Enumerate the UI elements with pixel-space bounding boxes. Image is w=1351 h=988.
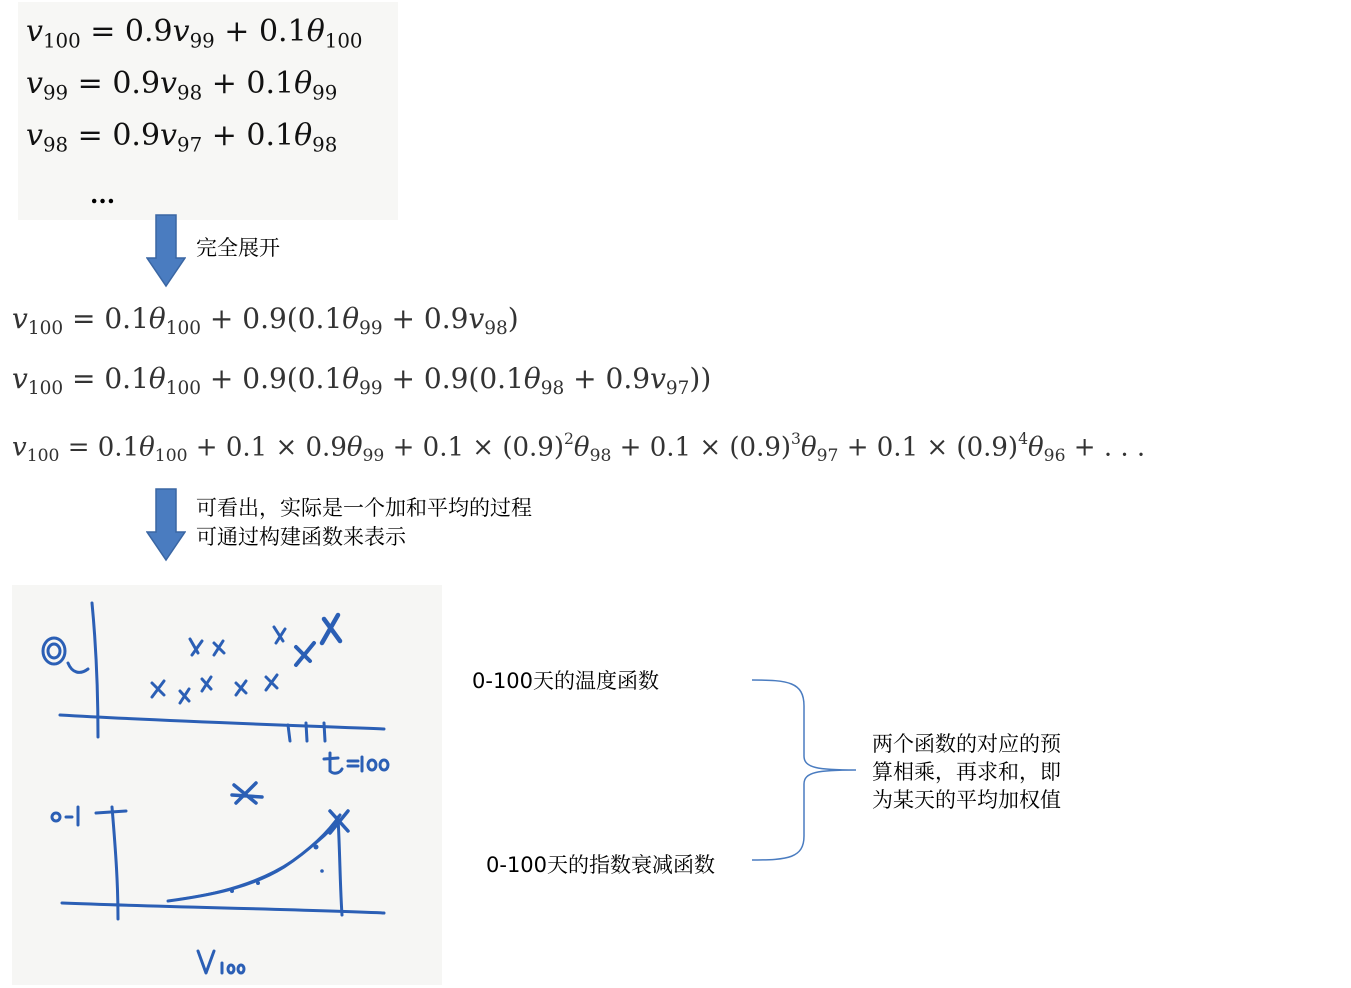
expansion-line-2: $v_{100} = 0.1\theta_{100} + 0.9(0.1\theta_{99} + 0.9(0.1\theta_{98} + 0.9v_{97}))$ (12, 362, 712, 399)
equation-v99: $v_{99} = 0.9v_{98} + 0.1\theta_{99}$ (26, 66, 338, 105)
equation-v100: $v_{100} = 0.9v_{99} + 0.1\theta_{100}$ (26, 14, 363, 53)
bottom-x-axis (62, 903, 384, 913)
bottom-y-axis (112, 807, 118, 919)
temperature-function-label: 0-100天的温度函数 (472, 669, 660, 693)
explanation-line-3: 为某天的平均加权值 (872, 788, 1061, 812)
explanation-line-2: 算相乘，再求和，即 (872, 760, 1061, 784)
decay-function-label: 0-100天的指数衰减函数 (486, 853, 716, 877)
expansion-line-1: $v_{100} = 0.1\theta_{100} + 0.9(0.1\theta_{99} + 0.9v_{98})$ (12, 302, 519, 339)
equation-ellipsis: ... (90, 180, 116, 209)
expand-label: 完全展开 (196, 236, 280, 260)
top-equations-panel (18, 2, 398, 220)
top-x-axis (60, 715, 384, 729)
explanation-line-1: 两个函数的对应的预 (872, 732, 1061, 756)
sketch-drawing (12, 585, 442, 985)
summary-label-line-2: 可通过构建函数来表示 (196, 525, 406, 549)
right-brace-icon (748, 676, 868, 866)
hand-sketch-panel (12, 585, 442, 985)
equation-v98: $v_{98} = 0.9v_{97} + 0.1\theta_{98}$ (26, 118, 338, 157)
expansion-line-3: $v_{100} = 0.1\theta_{100} + 0.1 \times 0.9\theta_{99} + 0.1 \times (0.9)^2\theta_{98} + 0.1 \times (0.9)^3\theta_{97} + 0.1 \times (0.9)^4\theta_{96}$ + . . . (12, 430, 1146, 467)
down-arrow-icon (146, 488, 186, 562)
down-arrow-icon (146, 214, 186, 288)
summary-label-line-1: 可看出，实际是一个加和平均的过程 (196, 496, 532, 520)
